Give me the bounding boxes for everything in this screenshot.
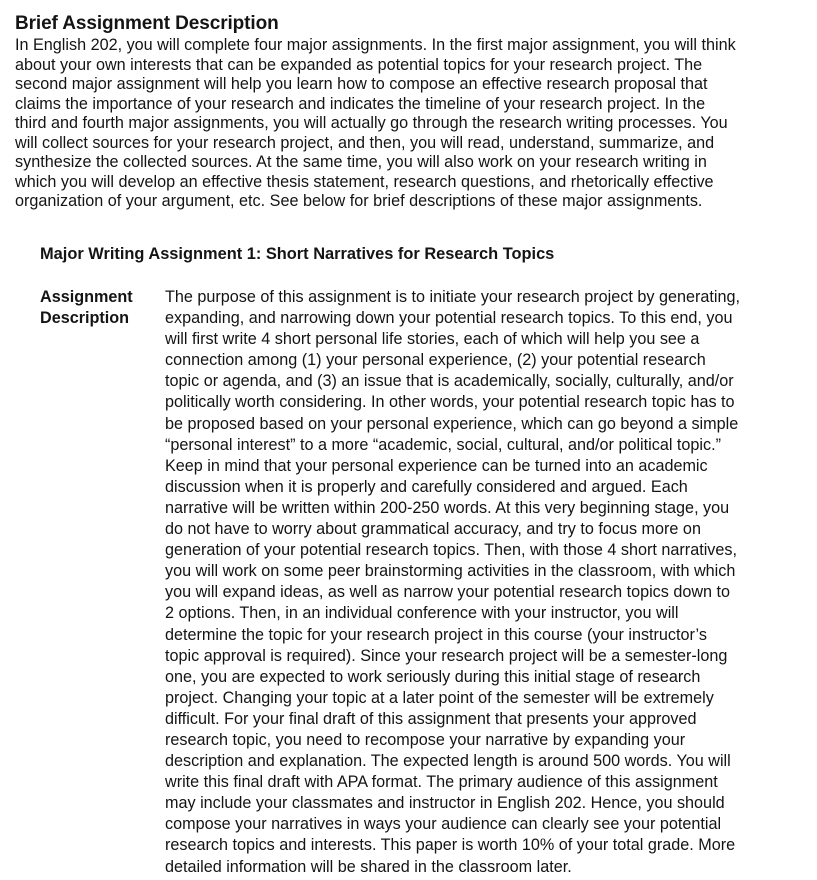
intro-line: will collect sources for your research project, and then, you will read, understand, summarize, and xyxy=(15,133,715,152)
description-line: expanding, and narrowing down your potential research topics. To this end, you xyxy=(165,309,733,328)
intro-line: organization of your argument, etc. See below for brief descriptions of these major assignments. xyxy=(15,192,703,211)
description-line: politically worth considering. In other words, your potential research topic has to xyxy=(165,393,735,412)
description-line: you will expand ideas, as well as narrow your potential research topics down to xyxy=(165,583,731,602)
description-line: 2 options. Then, in an individual conference with your instructor, you will xyxy=(165,604,679,623)
description-line: determine the topic for your research project in this course (your instructor’s xyxy=(165,625,707,644)
assignment-description-text xyxy=(165,287,815,878)
assignment-1-heading: Major Writing Assignment 1: Short Narratives for Research Topics xyxy=(40,245,555,263)
label-line: Assignment xyxy=(40,288,133,306)
description-line: project. Changing your topic at a later point of the semester will be extremely xyxy=(165,688,714,707)
description-line: be proposed based on your personal experience, which can go beyond a simple xyxy=(165,414,739,433)
assignment-description-label xyxy=(40,287,160,329)
description-line: discussion when it is properly and carefully considered and argued. Each xyxy=(165,477,688,496)
description-line: will first write 4 short personal life stories, each of which will help you see a xyxy=(165,330,700,349)
description-line: one, you are expected to work seriously during this initial stage of research xyxy=(165,667,701,686)
description-line: narrative will be written within 200-250 words. At this very beginning stage, you xyxy=(165,498,730,517)
description-line: “personal interest” to a more “academic, social, cultural, and/or political topic.” xyxy=(165,435,722,454)
description-line: topic or agenda, and (3) an issue that is academically, socially, culturally, and/or xyxy=(165,372,734,391)
page-title: Brief Assignment Description xyxy=(15,13,279,34)
description-line: write this final draft with APA format. The primary audience of this assignment xyxy=(165,773,718,792)
description-line: do not have to worry about grammatical accuracy, and try to focus more on xyxy=(165,520,701,539)
description-line: compose your narratives in ways your audience can clearly see your potential xyxy=(165,815,722,834)
description-line: description and explanation. The expected length is around 500 words. You will xyxy=(165,752,731,771)
description-line: generation of your potential research topics. Then, with those 4 short narratives, xyxy=(165,541,737,560)
intro-line: second major assignment will help you learn how to compose an effective research proposal that xyxy=(15,75,708,94)
intro-line: In English 202, you will complete four major assignments. In the first major assignment, you will think xyxy=(15,36,736,54)
intro-line: synthesize the collected sources. At the same time, you will also work on your research writing in xyxy=(15,153,707,172)
intro-line: which you will develop an effective thesis statement, research questions, and rhetorically effective xyxy=(15,172,714,191)
description-line: detailed information will be shared in the classroom later. xyxy=(165,857,572,876)
intro-paragraph xyxy=(15,36,810,212)
description-line: research topic, you need to recompose your narrative by expanding your xyxy=(165,730,686,749)
description-line: connection among (1) your personal experience, (2) your potential research xyxy=(165,351,706,370)
description-line: topic approval is required). Since your research project will be a semester-long xyxy=(165,646,728,665)
description-line: Keep in mind that your personal experience can be turned into an academic xyxy=(165,456,708,475)
description-line: may include your classmates and instructor in English 202. Hence, you should xyxy=(165,794,725,813)
description-line: The purpose of this assignment is to initiate your research project by generating, xyxy=(165,288,740,306)
description-line: you will work on some peer brainstorming activities in the classroom, with which xyxy=(165,562,736,581)
label-line: Description xyxy=(40,309,130,327)
description-line: research topics and interests. This paper is worth 10% of your total grade. More xyxy=(165,836,736,855)
intro-line: third and fourth major assignments, you will actually go through the research writing processes. You xyxy=(15,114,728,133)
intro-line: about your own interests that can be expanded as potential topics for your research project. The xyxy=(15,55,703,74)
intro-line: claims the importance of your research and indicates the timeline of your research project. In the xyxy=(15,94,706,113)
description-line: difficult. For your final draft of this assignment that presents your approved xyxy=(165,709,697,728)
